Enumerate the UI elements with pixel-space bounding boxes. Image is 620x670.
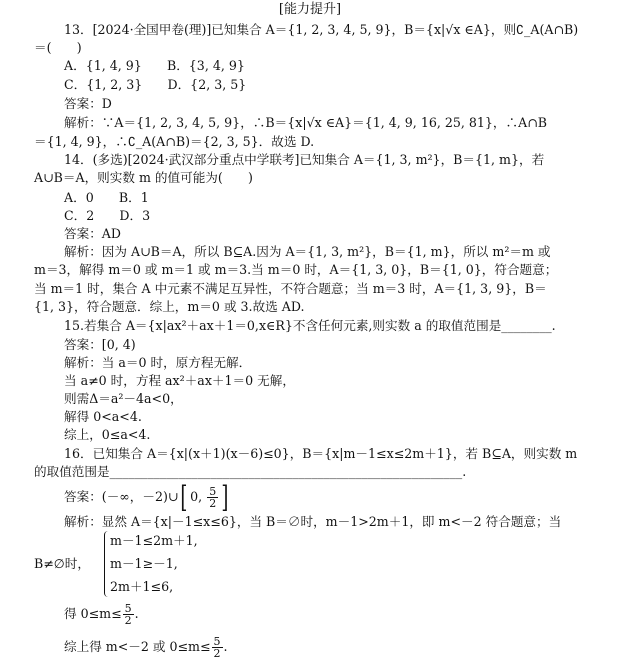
q14-solution-line3: 当 m＝1 时，集合 A 中元素不满足互异性，不符合题意；当 m＝3 时，A＝{1, 3, 9}，B＝ — [34, 281, 547, 296]
q16-solution-line1: 解析：显然 A＝{x|－1≤x≤6}，当 B＝∅时，m－1>2m＋1，即 m<－2 符合题意；当 — [64, 514, 562, 529]
q14-answer: 答案：AD — [64, 226, 121, 241]
q14-options-cd: C．2 D．3 — [64, 208, 151, 223]
q15-solution-line3: 则需Δ＝a²－4a<0， — [64, 391, 183, 406]
bracket-right-icon: ] — [221, 479, 229, 515]
q14-options-ab: A．0 B．1 — [64, 190, 149, 205]
q16-line2: 的取值范围是________________________________________________________. — [34, 464, 467, 479]
q13-answer: 答案：D — [64, 96, 112, 111]
section-header: [能力提升] — [278, 2, 342, 17]
q13-solution-line1: 解析：∵A＝{1, 2, 3, 4, 5, 9}，∴B＝{x|√x ∈A}＝{1, 4, 9, 16, 25, 81}，∴A∩B — [64, 115, 548, 130]
q13-options-ab: A．{1, 4, 9} B．{3, 4, 9} — [64, 58, 245, 73]
system-brace-icon — [104, 531, 108, 597]
q14-line1: 14．(多选)[2024·武汉部分重点中学联考]已知集合 A＝{1, 3, m²}，B＝{1, m}，若 — [64, 152, 545, 167]
q14-solution-line4: {1, 3}，符合题意．综上，m＝0 或 3.故选 AD. — [34, 299, 305, 314]
q15-question: 15.若集合 A＝{x|ax²＋ax＋1＝0,x∈R}不含任何元素,则实数 a 的取值范围是________. — [64, 318, 556, 333]
q16-answer-prefix: 答案：(－∞，－2)∪ — [64, 489, 179, 504]
q16-solution-result: 得 0≤m≤ $\frac{5}{2}$ . — [64, 602, 139, 627]
system-eq2: m－1≥－1, — [110, 556, 178, 571]
fraction-5-2: $\frac{5}{2}$ — [124, 602, 132, 627]
q16-solution-case-label: B≠∅时， — [34, 556, 90, 571]
q15-solution-line4: 解得 0<a<4. — [64, 409, 142, 424]
q16-line1: 16．已知集合 A＝{x|(x＋1)(x－6)≤0}，B＝{x|m－1≤x≤2m＋1}，若 B⊆A，则实数 m — [64, 446, 578, 461]
q16-answer — [64, 479, 231, 515]
q14-solution-line1: 解析：因为 A∪B＝A，所以 B⊆A.因为 A＝{1, 3, m²}，B＝{1, m}，所以 m²＝m 或 — [64, 244, 551, 259]
system-eq1: m－1≤2m＋1, — [110, 533, 198, 548]
q15-solution-line2: 当 a≠0 时，方程 ax²＋ax＋1＝0 无解， — [64, 373, 295, 388]
q14-line2: A∪B＝A，则实数 m 的值可能为( ) — [34, 170, 253, 185]
q13-line1: 13．[2024·全国甲卷(理)]已知集合 A＝{1, 2, 3, 4, 5, 9}，B＝{x|√x ∈A}，则∁_A(A∩B) — [64, 22, 579, 37]
bracket-left-icon: [ — [180, 479, 188, 515]
q16-solution-conclusion: 综上得 m<－2 或 0≤m≤ $\frac{5}{2}$ . — [64, 635, 228, 660]
q15-solution-line1: 解析：当 a＝0 时，原方程无解． — [64, 355, 252, 370]
q13-options-cd: C．{1, 2, 3} D．{2, 3, 5} — [64, 77, 247, 92]
q16-interval-left: 0, — [190, 489, 203, 504]
q15-answer: 答案：[0, 4) — [64, 337, 136, 352]
fraction-5-2: $\frac{5}{2}$ — [213, 635, 221, 660]
q13-solution-line2: ＝{1, 4, 9}，∴∁_A(A∩B)＝{2, 3, 5}．故选 D. — [34, 134, 315, 149]
q15-solution-line5: 综上，0≤a<4. — [64, 427, 151, 442]
system-eq3: 2m＋1≤6, — [110, 579, 174, 594]
q13-line2: ＝( ) — [34, 40, 82, 55]
q14-solution-line2: m＝3，解得 m＝0 或 m＝1 或 m＝3.当 m＝0 时，A＝{1, 3, 0}，B＝{1, 0}，符合题意； — [34, 262, 558, 277]
fraction-5-2: $\frac{5}{2}$ — [209, 485, 217, 510]
